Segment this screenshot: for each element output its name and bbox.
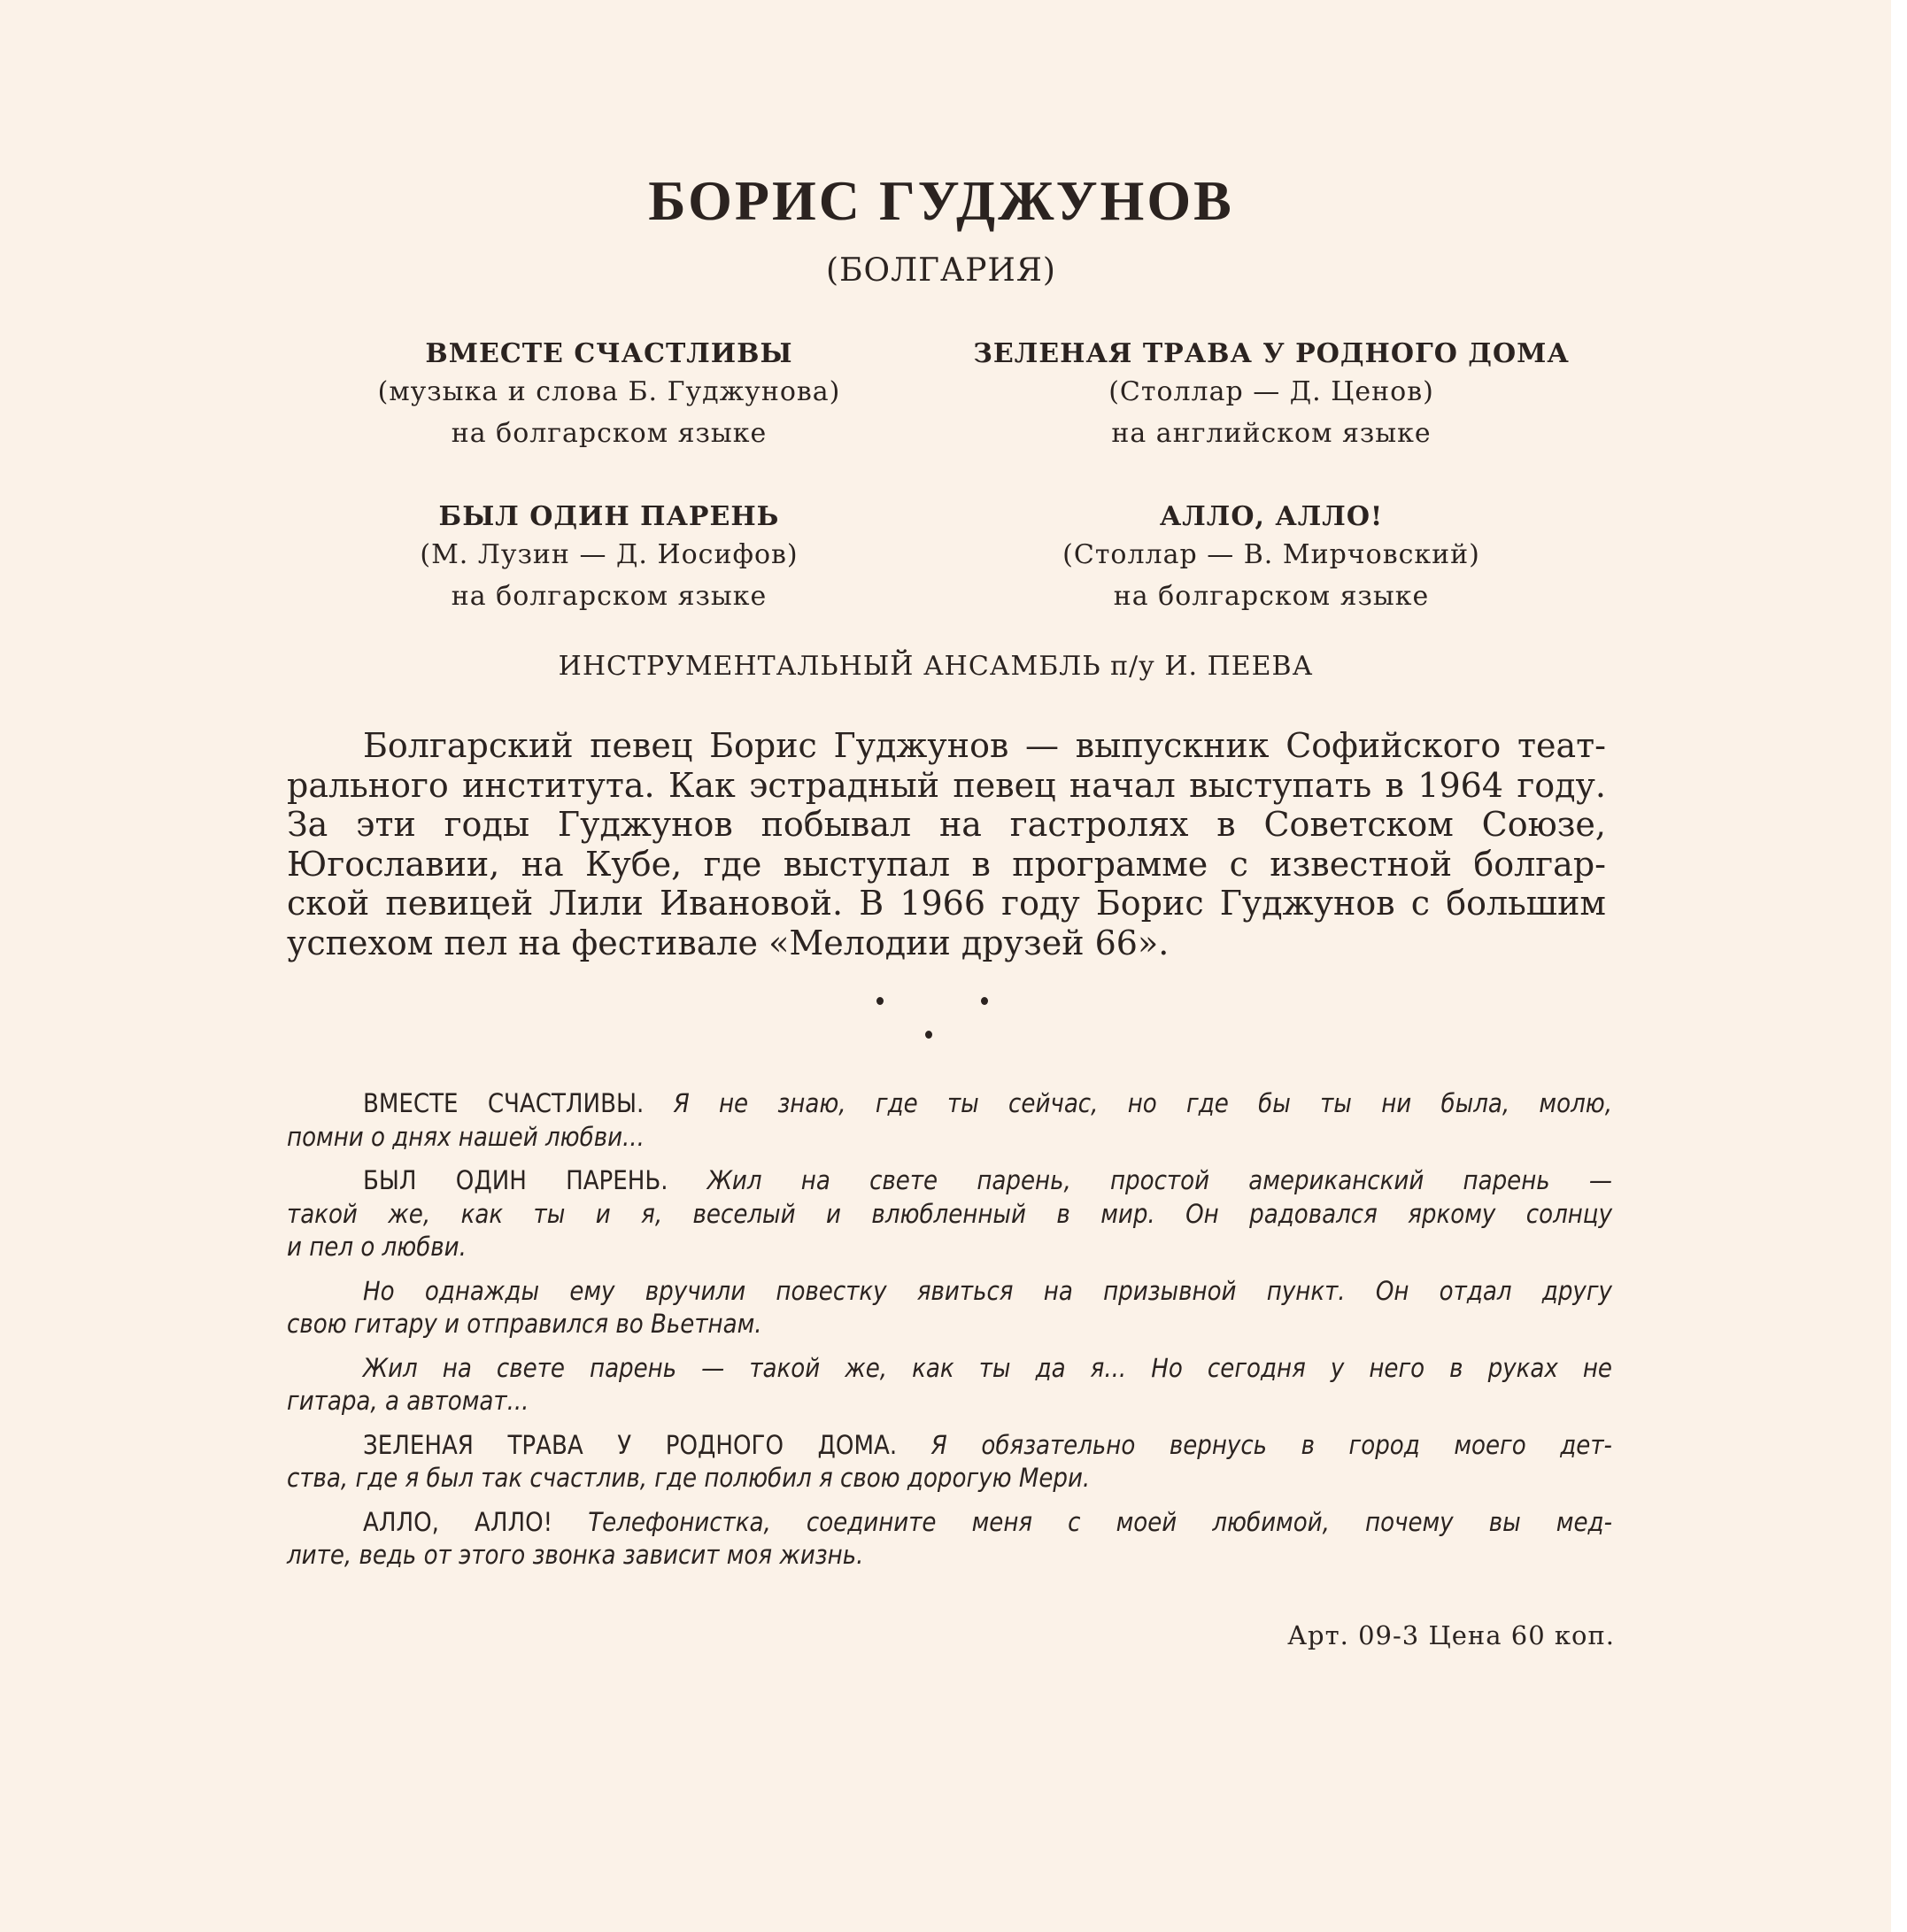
bio-line: рального института. Как эстрадный певец начал выступать в 1964 году. bbox=[287, 765, 1606, 805]
summary-line bbox=[287, 1275, 1612, 1309]
page-edge bbox=[1891, 0, 1907, 1932]
summary-text: Телефонистка, соедините меня с моей любимой, почему вы мед- bbox=[588, 1506, 1612, 1537]
song-credit: (музыка и слова Б. Гуджунова) bbox=[377, 376, 841, 407]
song-summary bbox=[287, 1429, 1612, 1495]
song-credit: (М. Лузин — Д. Иосифов) bbox=[420, 539, 799, 570]
song-summary bbox=[287, 1506, 1612, 1573]
song-title: ЗЕЛЕНАЯ ТРАВА У РОДНОГО ДОМА bbox=[973, 338, 1570, 369]
song-language: на болгарском языке bbox=[1113, 581, 1430, 612]
summary-line bbox=[287, 1352, 1612, 1386]
price-label: Арт. 09-3 Цена 60 коп. bbox=[1287, 1620, 1615, 1650]
biography bbox=[287, 726, 1606, 963]
song-credit: (Столлар — Д. Ценов) bbox=[1108, 376, 1434, 407]
summary-text: такой же, как ты и я, веселый и влюбленный в мир. Он радовался яркому солнцу bbox=[287, 1198, 1612, 1229]
summary-line bbox=[287, 1308, 1612, 1341]
summary-line bbox=[287, 1198, 1612, 1232]
song-block-3 bbox=[420, 501, 798, 612]
bio-line: ской певицей Лили Ивановой. В 1966 году Борис Гуджунов с большим bbox=[287, 884, 1606, 923]
song-title: БЫЛ ОДИН ПАРЕНЬ bbox=[438, 501, 780, 532]
summary-song-title: ВМЕСТЕ СЧАСТЛИВЫ. bbox=[363, 1088, 645, 1118]
song-credit: (Столлар — В. Мирчовский) bbox=[1062, 539, 1480, 570]
summary-text: Жил на свете парень, простой американский парень — bbox=[706, 1165, 1612, 1195]
summary-text: помни о днях нашей любви... bbox=[287, 1121, 645, 1152]
summary-text: гитара, а автомат... bbox=[287, 1386, 529, 1416]
artist-name: БОРИС ГУДЖУНОВ bbox=[648, 169, 1234, 232]
summary-line bbox=[287, 1164, 1612, 1198]
summary-line bbox=[287, 1231, 1612, 1264]
song-block-1 bbox=[378, 338, 841, 449]
song-language: на английском языке bbox=[1111, 418, 1432, 449]
ornament-dot bbox=[925, 1031, 932, 1039]
summary-song-title: БЫЛ ОДИН ПАРЕНЬ. bbox=[363, 1165, 668, 1195]
summary-text: Я обязательно вернусь в город моего дет- bbox=[930, 1429, 1612, 1460]
bio-line: успехом пел на фестивале «Мелодии друзей 66». bbox=[287, 923, 1170, 962]
summary-text: свою гитару и отправился во Вьетнам. bbox=[287, 1309, 762, 1339]
song-summaries bbox=[287, 1087, 1612, 1583]
song-summary bbox=[287, 1275, 1612, 1341]
summary-text: и пел о любви. bbox=[287, 1232, 467, 1262]
ensemble-credit: ИНСТРУМЕНТАЛЬНЫЙ АНСАМБЛЬ п/у И. ПЕЕВА bbox=[558, 651, 1314, 682]
summary-line bbox=[287, 1539, 1612, 1573]
song-block-4 bbox=[1062, 501, 1480, 612]
bio-line: За эти годы Гуджунов побывал на гастролях в Советском Союзе, bbox=[287, 805, 1606, 845]
song-summary bbox=[287, 1352, 1612, 1418]
summary-line bbox=[287, 1385, 1612, 1418]
song-summary bbox=[287, 1087, 1612, 1154]
ornament-dot bbox=[876, 997, 884, 1005]
summary-text: Я не знаю, где ты сейчас, но где бы ты ни была, молю, bbox=[673, 1088, 1613, 1118]
song-block-2 bbox=[973, 338, 1570, 449]
summary-text: ства, где я был так счастлив, где полюбил я свою дорогую Мери. bbox=[287, 1463, 1091, 1493]
song-title: АЛЛО, АЛЛО! bbox=[1159, 501, 1384, 532]
song-title: ВМЕСТЕ СЧАСТЛИВЫ bbox=[425, 338, 793, 369]
summary-line bbox=[287, 1462, 1612, 1495]
artist-country: (БОЛГАРИЯ) bbox=[826, 252, 1056, 289]
summary-text: Жил на свете парень — такой же, как ты да я... Но сегодня у него в руках не bbox=[363, 1352, 1612, 1383]
summary-song-title: АЛЛО, АЛЛО! bbox=[363, 1506, 553, 1537]
summary-text: лите, ведь от этого звонка зависит моя жизнь. bbox=[287, 1540, 864, 1570]
song-language: на болгарском языке bbox=[451, 418, 768, 449]
song-summary bbox=[287, 1164, 1612, 1264]
song-language: на болгарском языке bbox=[451, 581, 768, 612]
summary-line bbox=[287, 1121, 1612, 1155]
bio-line: Болгарский певец Борис Гуджунов — выпускник Софийского теат- bbox=[363, 726, 1606, 765]
summary-line bbox=[287, 1087, 1612, 1121]
summary-song-title: ЗЕЛЕНАЯ ТРАВА У РОДНОГО ДОМА. bbox=[363, 1429, 898, 1460]
summary-line bbox=[287, 1506, 1612, 1540]
summary-line bbox=[287, 1429, 1612, 1463]
summary-text: Но однажды ему вручили повестку явиться на призывной пункт. Он отдал другу bbox=[363, 1275, 1612, 1306]
bio-line: Югославии, на Кубе, где выступал в программе с известной болгар- bbox=[287, 844, 1606, 884]
ornament-dot bbox=[981, 997, 988, 1005]
